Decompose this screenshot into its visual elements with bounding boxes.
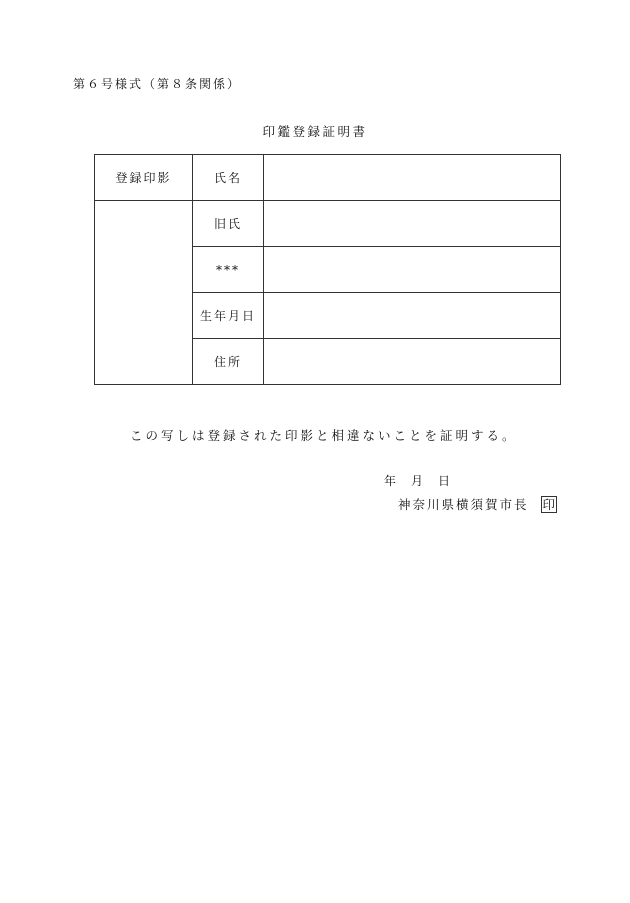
- former-surname-value: [264, 201, 561, 247]
- document-title: 印鑑登録証明書: [262, 124, 368, 139]
- name-value: [264, 155, 561, 201]
- table-row: [95, 201, 561, 247]
- form-number-label: 第６号様式（第８条関係）: [73, 77, 242, 91]
- birthdate-value: [264, 293, 561, 339]
- issuer-line: [398, 495, 557, 513]
- address-label: 住所: [193, 339, 264, 385]
- masked-value: [264, 247, 561, 293]
- date-day-label: 日: [438, 474, 451, 488]
- address-value: [264, 339, 561, 385]
- date-month-label: 月: [411, 474, 424, 488]
- certification-statement: この写しは登録された印影と相違ないことを証明する。: [130, 428, 518, 443]
- date-year-label: 年: [384, 474, 397, 488]
- former-surname-label: 旧氏: [193, 201, 264, 247]
- name-label: 氏名: [193, 155, 264, 201]
- certificate-table: [94, 154, 561, 385]
- official-seal-mark: 印: [542, 497, 556, 512]
- date-line: [384, 472, 450, 489]
- birthdate-label: 生年月日: [193, 293, 264, 339]
- table-row: [95, 155, 561, 201]
- seal-header-cell: 登録印影: [95, 155, 193, 201]
- seal-impression-cell: [95, 201, 193, 385]
- issuer-name: 神奈川県横須賀市長: [398, 497, 529, 512]
- masked-label: ***: [193, 247, 264, 293]
